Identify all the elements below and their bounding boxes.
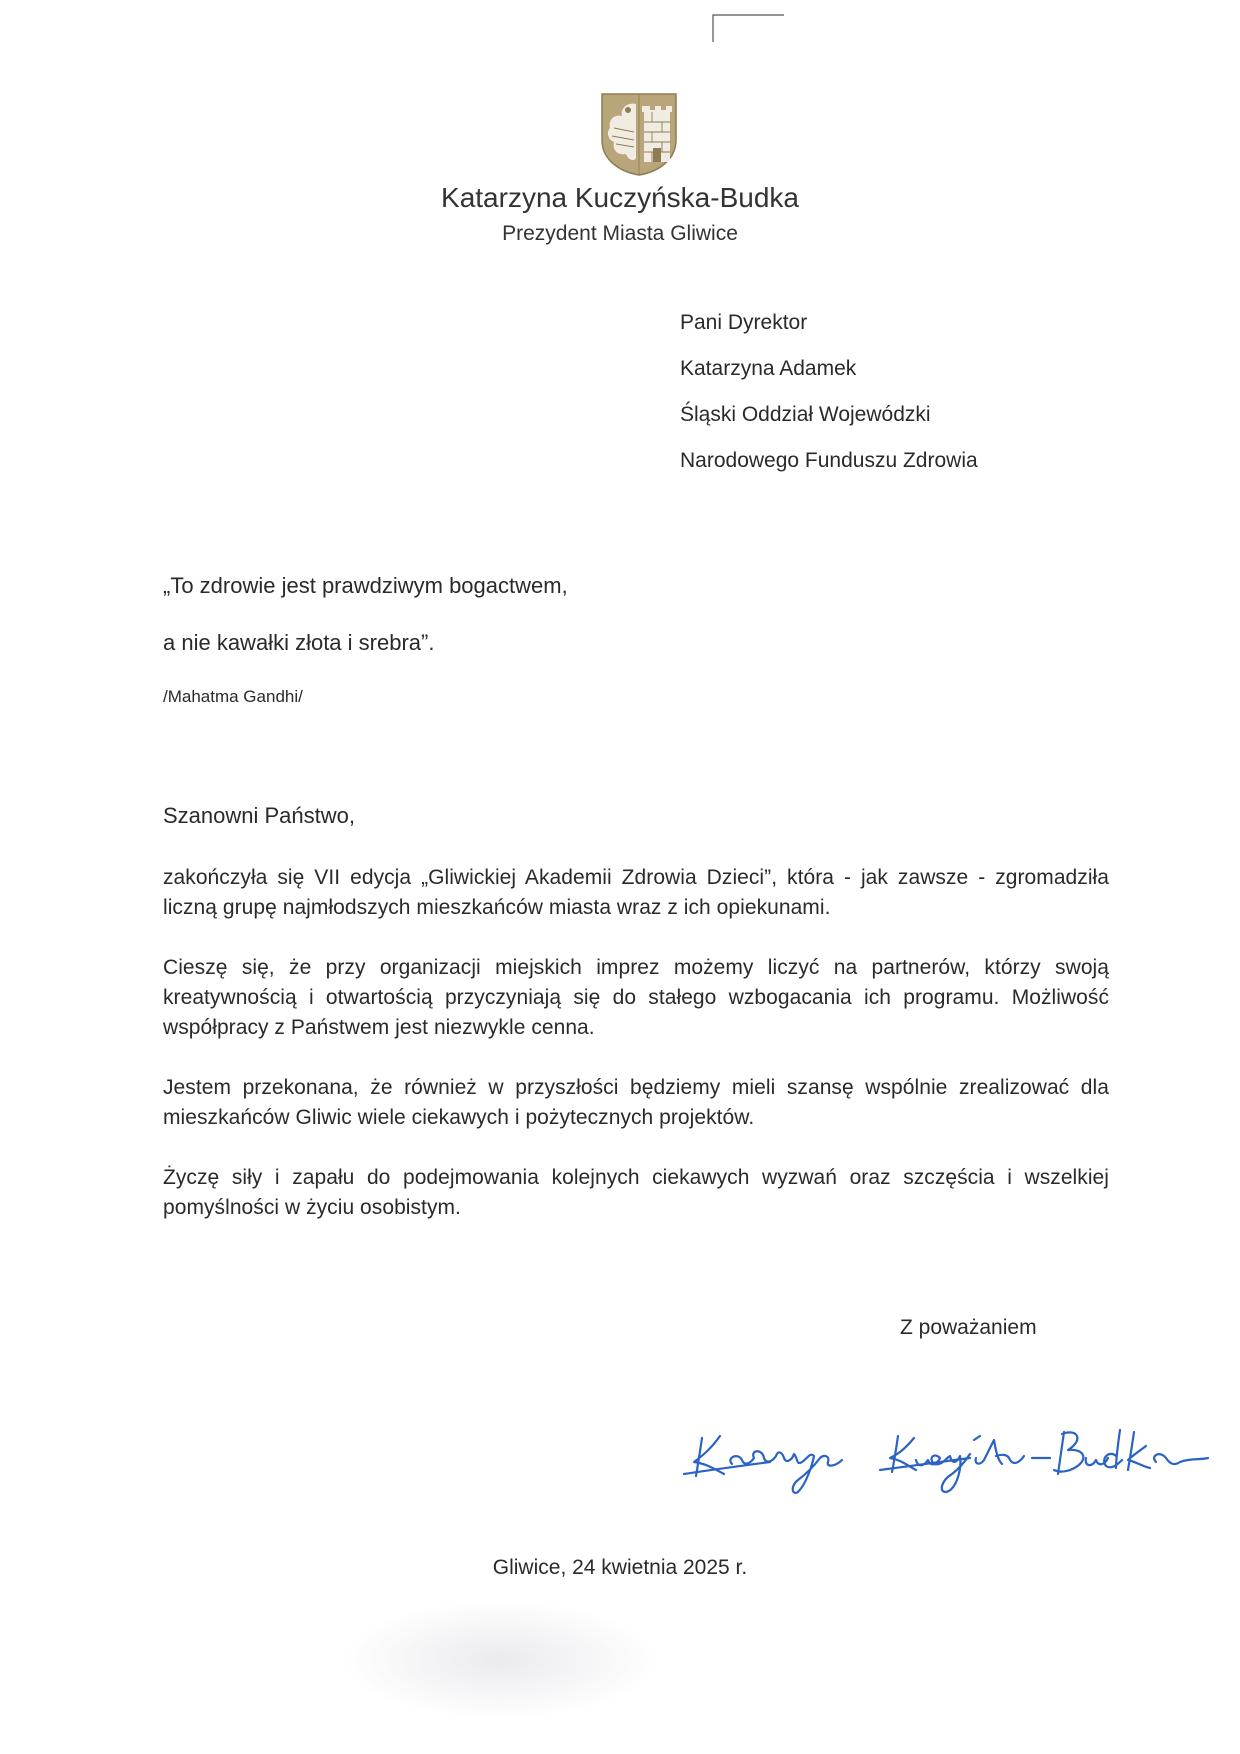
closing-phrase: Z poważaniem (900, 1316, 1037, 1339)
recipient-line: Śląski Oddział Wojewódzki (680, 403, 931, 426)
scan-smudge (340, 1600, 660, 1720)
quote-author: /Mahatma Gandhi/ (163, 687, 303, 706)
body-paragraph: Życzę siły i zapału do podejmowania kolejnych ciekawych wyzwań oraz szczęścia i wszelkiej pomyślności w życiu osobistym. (163, 1166, 1109, 1219)
body-paragraph: Cieszę się, że przy organizacji miejskich imprez możemy liczyć na partnerów, którzy swoją kreatywnością i otwartością przyczyniają się do stałego wzbogacania ich programu. Możliwość współpracy z Państwem jest niezwykle cenna. (163, 956, 1109, 1039)
recipient-line: Katarzyna Adamek (680, 357, 857, 380)
recipient-line: Pani Dyrektor (680, 311, 808, 334)
salutation: Szanowni Państwo, (163, 803, 355, 828)
place-and-date: Gliwice, 24 kwietnia 2025 r. (492, 1556, 748, 1579)
body-paragraph: zakończyła się VII edycja „Gliwickiej Akademii Zdrowia Dzieci”, która - jak zawsze - zgromadziła liczną grupę najmłodszych mieszkańców miasta wraz z ich opiekunami. (163, 866, 1109, 919)
quote-line: „To zdrowie jest prawdziwym bogactwem, (163, 573, 568, 598)
recipient-address (680, 310, 978, 494)
handwritten-signature (680, 1400, 1210, 1500)
letter-body (163, 863, 1109, 1253)
body-paragraph: Jestem przekonana, że również w przyszłości będziemy mieli szansę wspólnie zrealizować dla mieszkańców Gliwic wiele ciekawych i pożytecznych projektów. (163, 1076, 1109, 1129)
corner-fold-mark (712, 12, 784, 42)
sender-title: Prezydent Miasta Gliwice (502, 222, 738, 245)
quote-line: a nie kawałki złota i srebra”. (163, 630, 435, 655)
gliwice-coat-of-arms-icon (600, 92, 678, 176)
recipient-line: Narodowego Funduszu Zdrowia (680, 449, 978, 472)
sender-name: Katarzyna Kuczyńska-Budka (441, 182, 799, 213)
